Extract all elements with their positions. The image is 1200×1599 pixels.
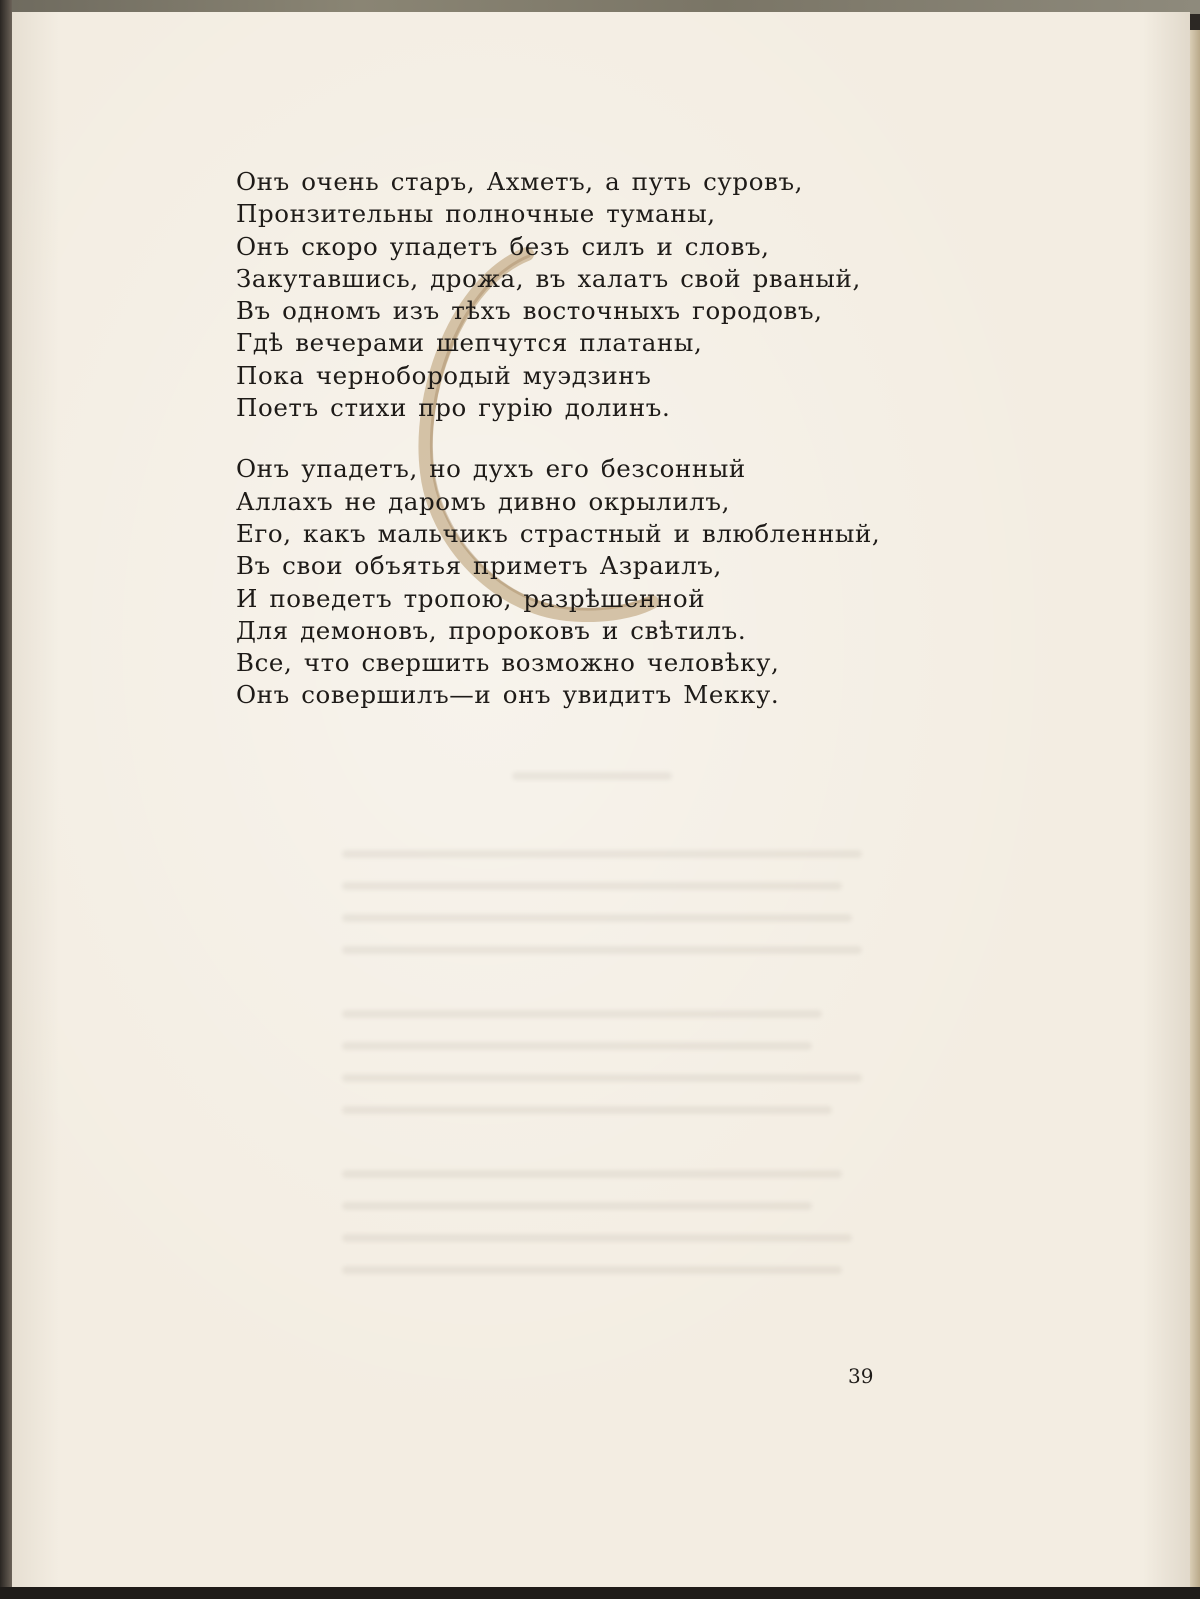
poem-line: Поетъ стихи про гурію долинъ. [236, 393, 671, 423]
poem-line: Онъ скоро упадетъ безъ силъ и словъ, [236, 231, 770, 261]
poem-line: Аллахъ не даромъ дивно окрылилъ, [236, 486, 731, 516]
poem-line: Закутавшись, дрожа, въ халатъ свой рваный, [236, 263, 861, 293]
book-spine-edge [0, 0, 12, 1599]
poem-line: Для демоновъ, пророковъ и свѣтилъ. [236, 615, 747, 645]
bleed-through-text [342, 772, 882, 1332]
poem-line: Все, что свершить возможно человѣку, [236, 648, 780, 678]
poem-line: Въ свои объятья приметъ Азраилъ, [236, 551, 722, 581]
stanza-1 [236, 166, 936, 424]
bottom-scan-edge [0, 1587, 1200, 1599]
poem-line: Онъ очень старъ, Ахметъ, а путь суровъ, [236, 167, 804, 196]
poem-line: Пронзительны полночные туманы, [236, 199, 716, 229]
poem-line: Гдѣ вечерами шепчутся платаны, [236, 328, 703, 358]
stanza-2 [236, 453, 936, 711]
poem-line: И поведетъ тропою, разрѣшенной [236, 583, 706, 613]
poem-line: Въ одномъ изъ тѣхъ восточныхъ городовъ, [236, 296, 823, 326]
page-number: 39 [848, 1364, 874, 1388]
poem-line: Его, какъ мальчикъ страстный и влюбленный, [236, 518, 881, 548]
poem-text [236, 166, 936, 712]
poem-line: Онъ совершилъ—и онъ увидитъ Мекку. [236, 680, 780, 710]
poem-line: Пока чернобородый муэдзинъ [236, 360, 652, 390]
poem-line: Онъ упадетъ, но духъ его безсонный [236, 454, 746, 484]
page-fore-edge [1190, 30, 1200, 1599]
